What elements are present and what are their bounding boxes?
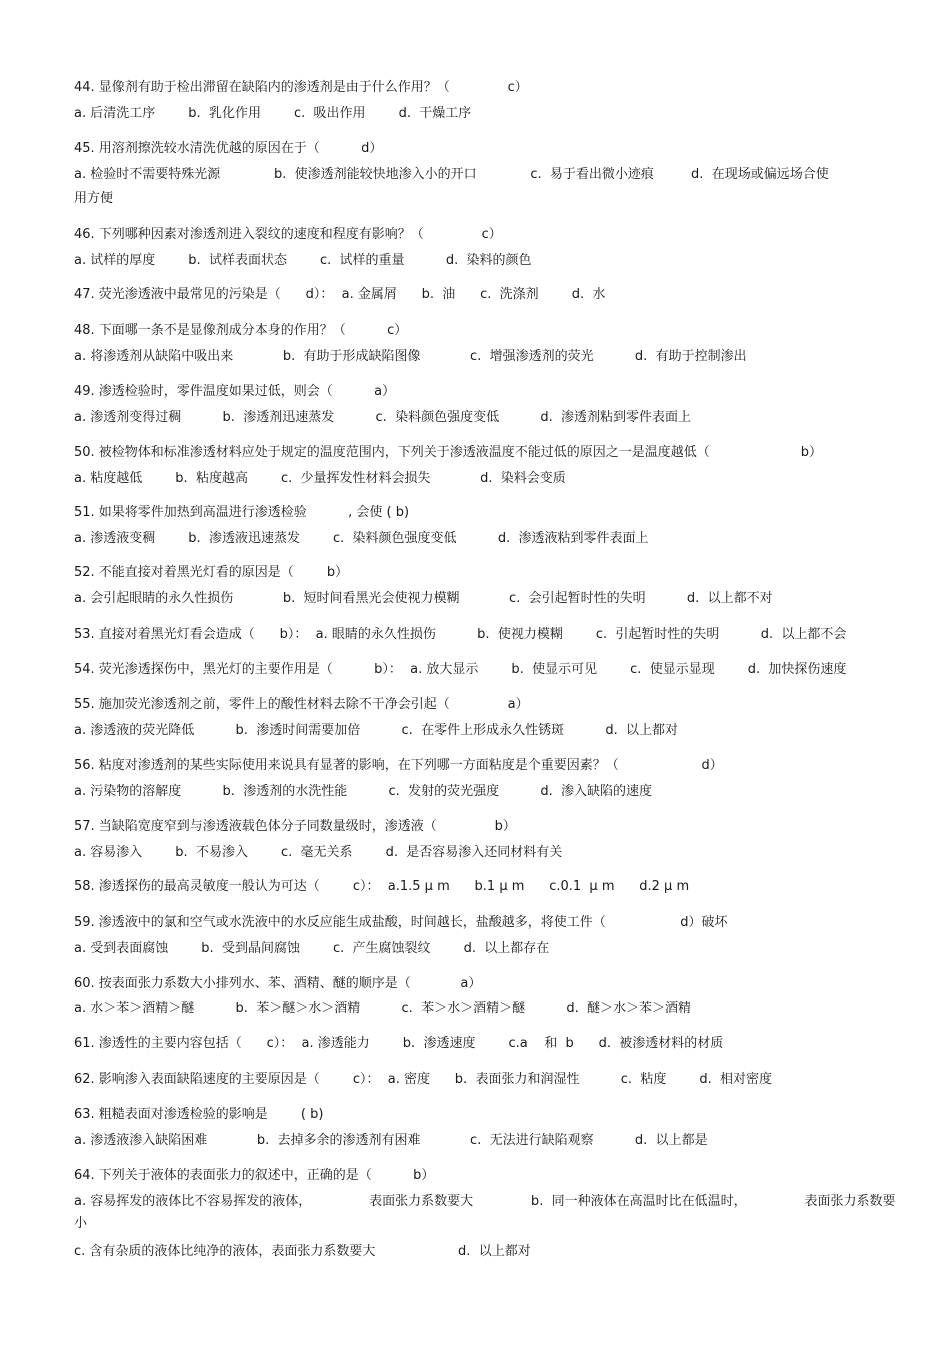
answer-options-line: 用方便 [74, 191, 114, 206]
answer-options-line: a. 后清洗工序 b. 乳化作用 c. 吸出作用 d. 干燥工序 [74, 106, 472, 121]
answer-options-line: a. 将渗透剂从缺陷中吸出来 b. 有助于形成缺陷图像 c. 增强渗透剂的荧光 d. 有助于控制渗出 [74, 349, 747, 364]
question-line: 55. 施加荧光渗透剂之前，零件上的酸性材料去除不干净会引起（ a） [74, 697, 529, 712]
answer-options-line: c. 含有杂质的液体比纯净的液体，表面张力系数要大 d. 以上都对 [74, 1244, 531, 1259]
answer-options-line: a. 渗透剂变得过稠 b. 渗透剂迅速蒸发 c. 染料颜色强度变低 d. 渗透剂粘到零件表面上 [74, 410, 692, 425]
question-line: 60. 按表面张力系数大小排列水、苯、酒精、醚的顺序是（ a） [74, 976, 482, 991]
question-line: 45. 用溶剂擦洗较水清洗优越的原因在于（ d） [74, 141, 383, 156]
question-line: 61. 渗透性的主要内容包括（ c）： a. 渗透能力 b. 渗透速度 c.a 和 b d. 被渗透材料的材质 [74, 1036, 724, 1051]
answer-options-line: a. 污染物的溶解度 b. 渗透剂的水洗性能 c. 发射的荧光强度 d. 渗入缺陷的速度 [74, 784, 653, 799]
answer-options-line: a. 容易渗入 b. 不易渗入 c. 毫无关系 d. 是否容易渗入还同材料有关 [74, 845, 563, 860]
question-line: 53. 直接对着黑光灯看会造成（ b）： a. 眼睛的永久性损伤 b. 使视力模糊 c. 引起暂时性的失明 d. 以上都不会 [74, 627, 847, 642]
question-line: 63. 粗糙表面对渗透检验的影响是 ( b) [74, 1107, 324, 1122]
question-line: 49. 渗透检验时，零件温度如果过低，则会（ a） [74, 384, 396, 399]
question-line: 48. 下面哪一条不是显像剂成分本身的作用？（ c） [74, 323, 408, 338]
answer-options-line: a. 受到表面腐蚀 b. 受到晶间腐蚀 c. 产生腐蚀裂纹 d. 以上都存在 [74, 941, 550, 956]
question-line: 51. 如果将零件加热到高温进行渗透检验 , 会使 ( b) [74, 505, 410, 520]
answer-options-line: a. 渗透液变稠 b. 渗透液迅速蒸发 c. 染料颜色强度变低 d. 渗透液粘到零件表面上 [74, 531, 649, 546]
question-line: 62. 影响渗入表面缺陷速度的主要原因是（ c）： a. 密度 b. 表面张力和润湿性 c. 粘度 d. 相对密度 [74, 1072, 773, 1087]
question-line: 59. 渗透液中的氯和空气或水洗液中的水反应能生成盐酸，时间越长，盐酸越多，将使工件（ d）破坏 [74, 915, 728, 930]
question-line: 56. 粘度对渗透剂的某些实际使用来说具有显著的影响，在下列哪一方面粘度是个重要因素？（ d） [74, 758, 723, 773]
answer-options-line: a. 渗透液渗入缺陷困难 b. 去掉多余的渗透剂有困难 c. 无法进行缺陷观察 d. 以上都是 [74, 1133, 708, 1148]
question-line: 54. 荧光渗透探伤中，黑光灯的主要作用是（ b）： a. 放大显示 b. 使显示可见 c. 使显示显现 d. 加快探伤速度 [74, 662, 847, 677]
answer-options-line: a. 会引起眼睛的永久性损伤 b. 短时间看黑光会使视力模糊 c. 会引起暂时性的失明 d. 以上都不对 [74, 591, 773, 606]
answer-options-line: a. 水＞苯＞酒精＞醚 b. 苯＞醚＞水＞酒精 c. 苯＞水＞酒精＞醚 d. 醚＞水＞苯＞酒精 [74, 1001, 692, 1016]
question-line: 58. 渗透探伤的最高灵敏度一般认为可达（ c）： a.1.5 μ m b.1 μ m c.0.1 μ m d.2 μ m [74, 879, 690, 894]
question-line: 50. 被检物体和标准渗透材料应处于规定的温度范围内，下列关于渗透液温度不能过低的原因之一是温度越低（ b） [74, 445, 822, 460]
answer-options-line: a. 容易挥发的液体比不容易挥发的液体， 表面张力系数要大 b. 同一种液体在高温时比在低温时， 表面张力系数要 [74, 1194, 896, 1209]
question-line: 46. 下列哪种因素对渗透剂进入裂纹的速度和程度有影响？（ c） [74, 227, 502, 242]
question-line: 47. 荧光渗透液中最常见的污染是（ d）： a. 金属屑 b. 油 c. 洗涤剂 d. 水 [74, 287, 606, 302]
answer-options-line: a. 粘度越低 b. 粘度越高 c. 少量挥发性材料会损失 d. 染料会变质 [74, 471, 566, 486]
question-line: 64. 下列关于液体的表面张力的叙述中，正确的是（ b） [74, 1168, 435, 1183]
answer-options-line: a. 试样的厚度 b. 试样表面状态 c. 试样的重量 d. 染料的颜色 [74, 253, 532, 268]
answer-options-line: 小 [74, 1216, 88, 1231]
answer-options-line: a. 检验时不需要特殊光源 b. 使渗透剂能较快地渗入小的开口 c. 易于看出微小迹痕 d. 在现场或偏远场合使 [74, 167, 829, 182]
question-line: 44. 显像剂有助于检出滞留在缺陷内的渗透剂是由于什么作用？（ c） [74, 80, 528, 95]
question-line: 52. 不能直接对着黑光灯看的原因是（ b） [74, 565, 349, 580]
question-line: 57. 当缺陷宽度窄到与渗透液载色体分子同数量级时，渗透液（ b） [74, 819, 516, 834]
answer-options-line: a. 渗透液的荧光降低 b. 渗透时间需要加倍 c. 在零件上形成永久性锈斑 d. 以上都对 [74, 723, 679, 738]
